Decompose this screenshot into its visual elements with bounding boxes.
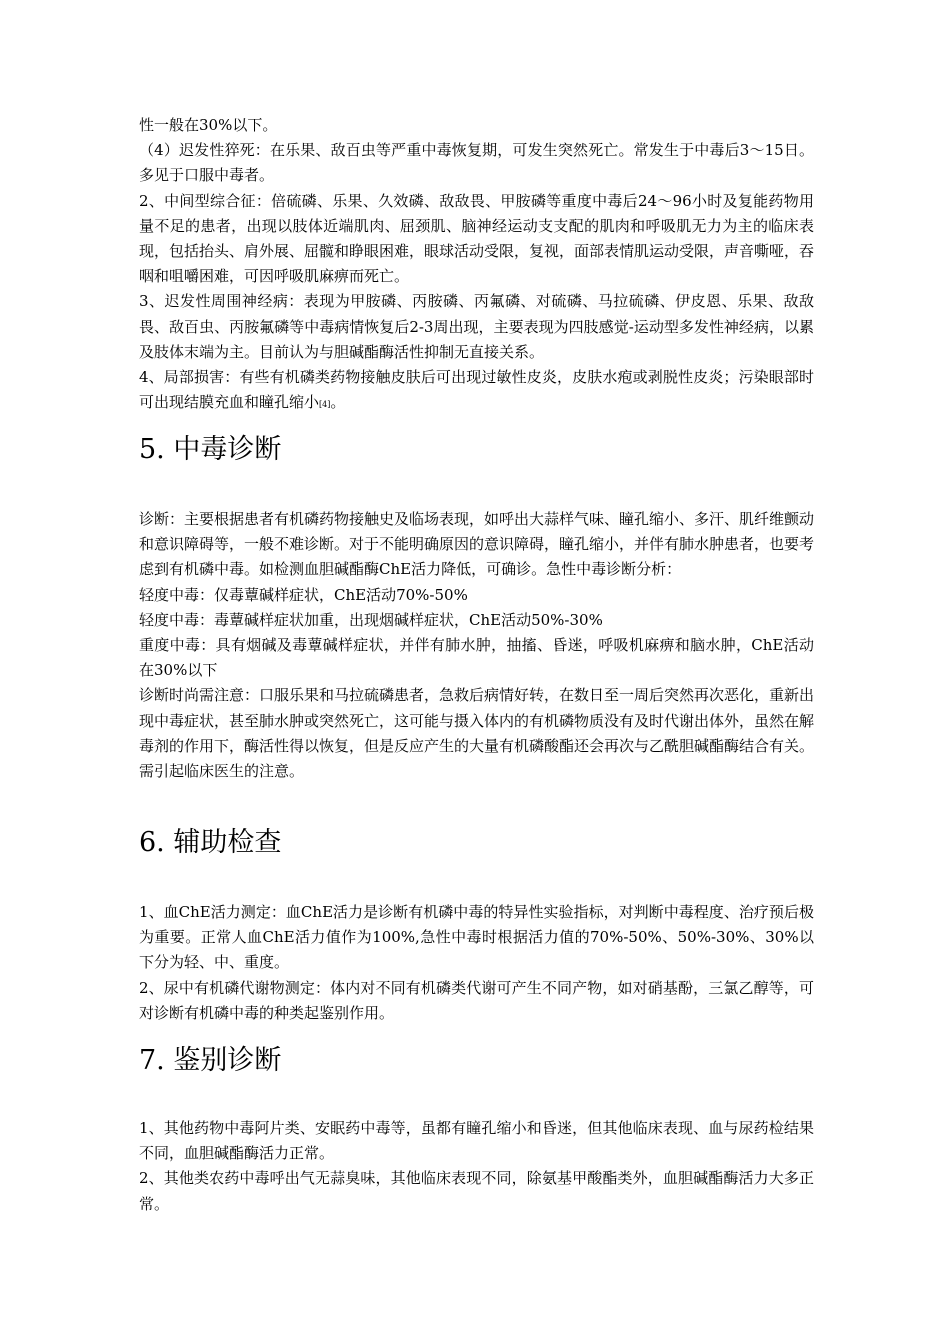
paragraph: （4）迟发性猝死：在乐果、敌百虫等严重中毒恢复期，可发生突然死亡。常发生于中毒后3～15日。多见于口服中毒者。 (139, 141, 814, 185)
paragraph-end: 。 (330, 393, 346, 412)
paragraph: 诊断时尚需注意：口服乐果和马拉硫磷患者，急救后病情好转，在数日至一周后突然再次恶化，重新出现中毒症状，甚至肺水肿或突然死亡，这可能与摄入体内的有机磷物质没有及时代谢出体外，虽然在解毒剂的作用下，酶活性得以恢复，但是反应产生的大量有机磷酸酯还会再次与乙酰胆碱酯酶结合有关。需引起临床医生的注意。 (139, 686, 815, 781)
paragraph: 2、尿中有机磷代谢物测定：体内对不同有机磷类代谢可产生不同产物，如对硝基酚，三氯乙醇等，可对诊断有机磷中毒的种类起鉴别作用。 (139, 978, 814, 1022)
diagnosis-section-body (139, 507, 814, 784)
paragraph: 1、其他药物中毒阿片类、安眠药中毒等，虽都有瞳孔缩小和昏迷，但其他临床表现、血与尿药检结果不同，血胆碱酯酶活力正常。 (139, 1119, 814, 1163)
paragraph: 轻度中毒：毒蕈碱样症状加重，出现烟碱样症状，ChE活动50%-30% (139, 610, 603, 629)
paragraph-text: 4、局部损害：有些有机磷类药物接触皮肤后可出现过敏性皮炎，皮肤水疱或剥脱性皮炎；污染眼部时可出现结膜充血和瞳孔缩小 (139, 368, 814, 412)
paragraph: 1、血ChE活力测定：血ChE活力是诊断有机磷中毒的特异性实验指标，对判断中毒程度、治疗预后极为重要。正常人血ChE活力值作为100%,急性中毒时根据活力值的70%-50%、50%-30%、30%以下分为轻、中、重度。 (139, 903, 814, 972)
differential-diagnosis-section-body (139, 1116, 814, 1217)
paragraph: 3、迟发性周围神经病：表现为甲胺磷、丙胺磷、丙氟磷、对硫磷、马拉硫磷、伊皮恩、乐果、敌敌畏、敌百虫、丙胺氟磷等中毒病情恢复后2-3周出现，主要表现为四肢感觉-运动型多发性神经病，以累及肢体末端为主。目前认为与胆碱酯酶活性抑制无直接关系。 (139, 292, 814, 361)
section-heading-differential-diagnosis: 7. 鉴别诊断 (139, 1045, 282, 1076)
section-heading-auxiliary-exam: 6. 辅助检查 (139, 827, 282, 858)
citation-marker: [4] (319, 400, 331, 410)
auxiliary-exam-section-body (139, 900, 814, 1026)
paragraph: 诊断：主要根据患者有机磷药物接触史及临场表现，如呼出大蒜样气味、瞳孔缩小、多汗、肌纤维颤动和意识障碍等，一般不难诊断。对于不能明确原因的意识障碍，瞳孔缩小，并伴有肺水肿患者，也要考虑到有机磷中毒。如检测血胆碱酯酶ChE活力降低，可确诊。急性中毒诊断分析： (139, 510, 815, 579)
paragraph: 性一般在30%以下。 (139, 116, 278, 134)
paragraph: 轻度中毒：仅毒蕈碱样症状，ChE活动70%-50% (139, 585, 468, 604)
paragraph: 2、中间型综合征：倍硫磷、乐果、久效磷、敌敌畏、甲胺磷等重度中毒后24～96小时及复能药物用量不足的患者，出现以肢体近端肌肉、屈颈肌、脑神经运动支支配的肌肉和呼吸肌无力为主的临床表现，包括抬头、肩外展、屈髋和睁眼困难，眼球活动受限，复视，面部表情肌运动受限，声音嘶哑，吞咽和咀嚼困难，可因呼吸肌麻痹而死亡。 (139, 191, 815, 286)
paragraph-local-damage (139, 365, 814, 417)
section-heading-diagnosis: 5. 中毒诊断 (139, 434, 282, 465)
paragraph: 重度中毒：具有烟碱及毒蕈碱样症状，并伴有肺水肿，抽搐、昏迷，呼吸机麻痹和脑水肿，ChE活动在30%以下 (139, 636, 814, 680)
clinical-manifestations-continued (139, 113, 814, 417)
paragraph: 2、其他类农药中毒呼出气无蒜臭味，其他临床表现不同，除氨基甲酸酯类外，血胆碱酯酶活力大多正常。 (139, 1169, 814, 1213)
